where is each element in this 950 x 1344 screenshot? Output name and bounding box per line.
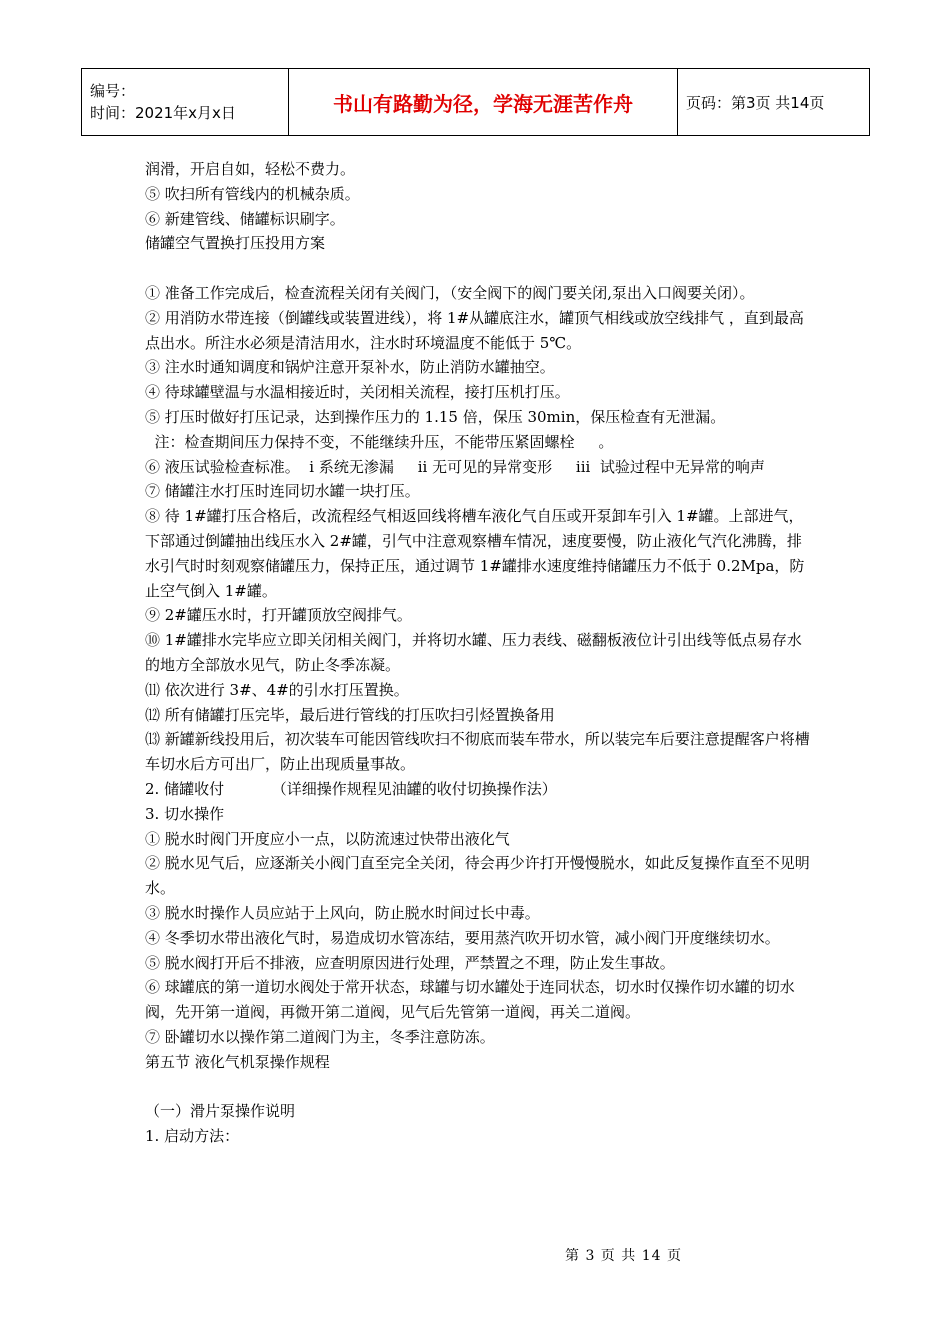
blank-line — [145, 256, 810, 281]
header-motto: 书山有路勤为径，学海无涯苦作舟 — [289, 69, 678, 136]
paragraph: ⑩ 1#罐排水完毕应立即关闭相关阀门，并将切水罐、压力表线、磁翻板液位计引出线等低点易存水的地方全部放水见气，防止冬季冻凝。 — [145, 631, 802, 674]
document-body — [145, 157, 810, 1149]
paragraph: ③ 注水时通知调度和锅炉注意开泵补水，防止消防水罐抽空。 — [145, 358, 555, 377]
note: 注：检查期间压力保持不变，不能继续升压，不能带压紧固螺栓 。 — [145, 432, 614, 451]
paragraph: ⑦ 储罐注水打压时连同切水罐一块打压。 — [145, 482, 420, 501]
paragraph: ⑤ 打压时做好打压记录，达到操作压力的 1.15 倍，保压 30min，保压检查有无泄漏。 — [145, 407, 726, 426]
paragraph: ③ 脱水时操作人员应站于上风向，防止脱水时间过长中毒。 — [145, 903, 540, 922]
paragraph: ⑤ 脱水阀打开后不排液，应查明原因进行处理，严禁置之不理，防止发生事故。 — [145, 953, 675, 972]
paragraph: ④ 冬季切水带出液化气时，易造成切水管冻结，要用蒸汽吹开切水管，减小阀门开度继续切水。 — [145, 928, 780, 947]
section-heading: 3. 切水操作 — [145, 804, 225, 823]
paragraph: ② 脱水见气后，应逐渐关小阀门直至完全关闭，待会再少许打开慢慢脱水，如此反复操作直至不见明水。 — [145, 854, 810, 898]
subsection-heading: 1. 启动方法： — [145, 1127, 240, 1146]
section-heading: 储罐空气置换打压投用方案 — [145, 234, 326, 253]
time-label: 时间：2021年x月x日 — [90, 104, 236, 122]
chapter-heading: 第五节 液化气机泵操作规程 — [145, 1052, 330, 1071]
paragraph: ⑿ 所有储罐打压完毕，最后进行管线的打压吹扫引烃置换备用 — [145, 705, 555, 724]
paragraph: ① 准备工作完成后，检查流程关闭有关阀门，（安全阀下的阀门要关闭,泵出入口阀要关闭）。 — [145, 283, 755, 302]
paragraph: ⑥ 液压试验检查标准。 i 系统无渗漏 ii 无可见的异常变形 iii 试验过程中无异常的响声 — [145, 457, 765, 476]
paragraph: ⑤ 吹扫所有管线内的机械杂质。 — [145, 184, 360, 203]
blank-line — [145, 1074, 810, 1099]
paragraph: ⒀ 新罐新线投用后，初次装车可能因管线吹扫不彻底而装车带水，所以装完车后要注意提醒客户将槽车切水后方可出厂，防止出现质量事故。 — [145, 730, 810, 774]
section-heading: 2. 储罐收付 （详细操作规程见油罐的收付切换操作法） — [145, 779, 557, 798]
paragraph: ⑦ 卧罐切水以操作第二道阀门为主，冬季注意防冻。 — [145, 1027, 495, 1046]
header-meta — [82, 69, 289, 136]
paragraph: ① 脱水时阀门开度应小一点，以防流速过快带出液化气 — [145, 829, 510, 848]
header-page-info: 页码：第3页 共14页 — [678, 69, 870, 136]
paragraph: 润滑，开启自如，轻松不费力。 — [145, 160, 356, 178]
page-footer: 第 3 页 共 14 页 — [565, 1248, 682, 1264]
paragraph: ⑥ 球罐底的第一道切水阀处于常开状态，球罐与切水罐处于连同状态，切水时仅操作切水罐的切水阀，先开第一道阀，再微开第二道阀，见气后先管第一道阀，再关二道阀。 — [145, 978, 795, 1022]
paragraph: ⑧ 待 1#罐打压合格后，改流程经气相返回线将槽车液化气自压或开泵卸车引入 1#罐。上部进气，下部通过倒罐抽出线压水入 2#罐，引气中注意观察槽车情况，速度要慢，防止液化气汽化沸腾，排水引气时时刻观察储罐压力，保持正压，通过调节 1#罐排水速度维持储罐压力不低于 0.2Mpa，防止空气倒入 1#罐。 — [145, 507, 805, 600]
paragraph: ⑥ 新建管线、储罐标识刷字。 — [145, 209, 345, 228]
paragraph: ② 用消防水带连接（倒罐线或装置进线），将 1#从罐底注水，罐顶气相线或放空线排气 ，直到最高点出水。所注水必须是清洁用水，注水时环境温度不能低于 5℃。 — [145, 308, 804, 352]
serial-label: 编号： — [90, 82, 136, 100]
paragraph: ⑾ 依次进行 3#、4#的引水打压置换。 — [145, 680, 409, 699]
paragraph: ⑨ 2#罐压水时，打开罐顶放空阀排气。 — [145, 606, 412, 625]
subsection-heading: （一）滑片泵操作说明 — [145, 1102, 296, 1121]
document-header — [81, 68, 870, 136]
paragraph: ④ 待球罐壁温与水温相接近时，关闭相关流程，接打压机打压。 — [145, 383, 570, 402]
